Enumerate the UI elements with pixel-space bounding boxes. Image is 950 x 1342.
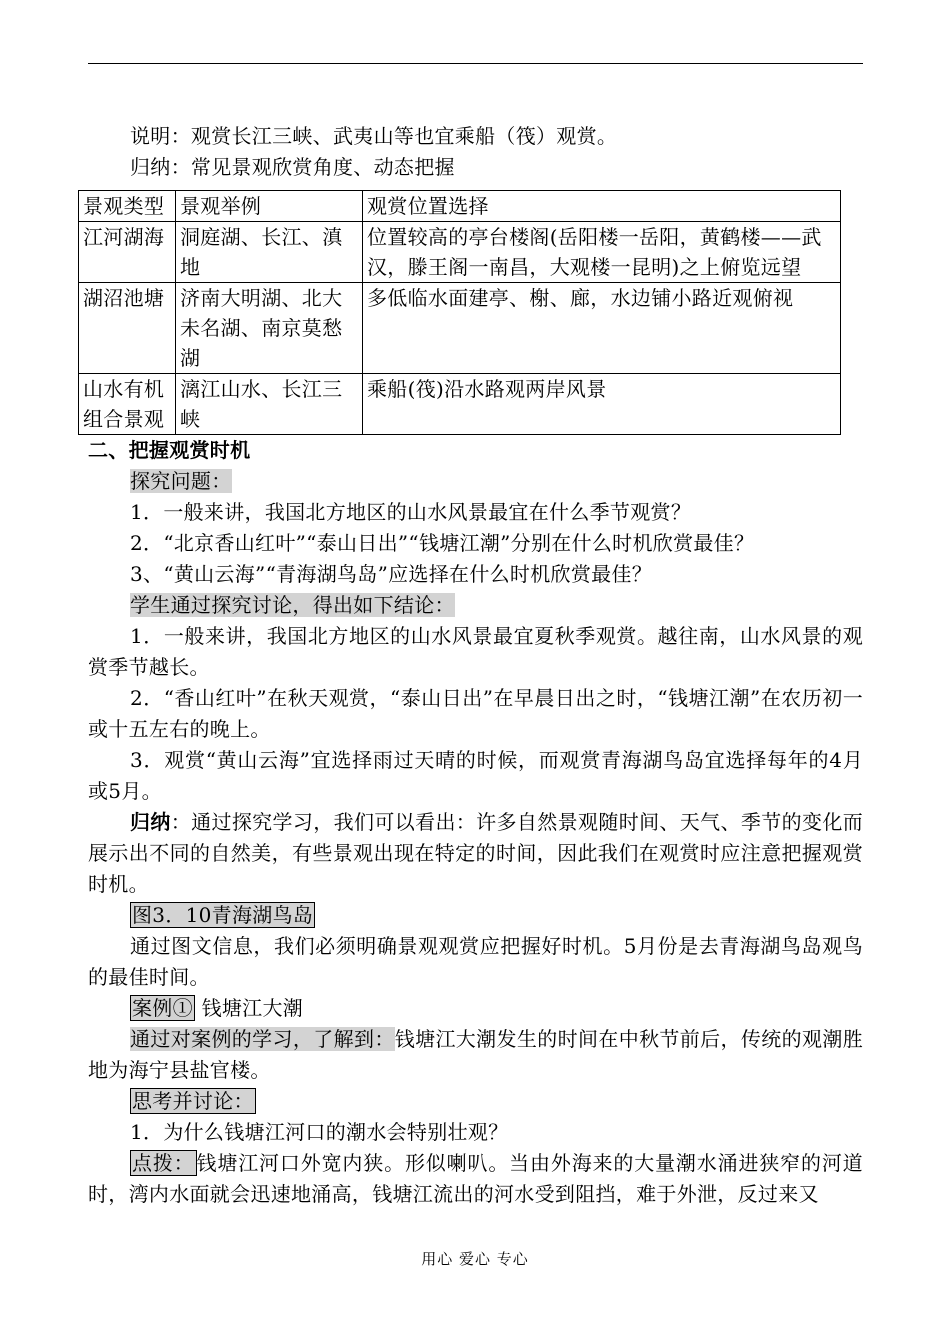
table-row [79,222,841,283]
case-label: 案例① [132,996,193,1020]
table-header-row [79,191,841,222]
figure-label: 图3．10青海湖鸟岛 [132,903,314,927]
case-title: 钱塘江大潮 [194,996,304,1020]
discuss-label-line [88,1086,863,1117]
hint-text: 钱塘江河口外宽内狭。形似喇叭。当由外海来的大量潮水涌进狭窄的河道时，湾内水面就会迅速地涌高，钱塘江流出的河水受到阻挡，难于外泄，反过来又 [88,1151,863,1206]
case-learn-text: 钱塘江大潮发生的时间在中秋节前后，传统的观潮胜地为海宁县盐官楼。 [88,1027,863,1082]
hint-paragraph [88,1148,863,1210]
table-header-cell: 景观举例 [176,191,363,222]
summary-paragraph [88,807,863,900]
table-cell: 江河湖海 [79,222,176,283]
question-item: 3、“黄山云海”“青海湖鸟岛”应选择在什么时机欣赏最佳？ [130,562,653,586]
question-item: 2．“北京香山红叶”“泰山日出”“钱塘江潮”分别在什么时机欣赏最佳？ [130,531,755,555]
conclusion-label-line [88,590,863,621]
table-cell: 漓江山水、长江三峡 [176,374,363,435]
conclusion-item: 1．一般来讲，我国北方地区的山水风景最宜夏秋季观赏。越往南，山水风景的观赏季节越长。 [88,624,863,679]
figure-label-line [88,900,863,931]
summary-label: 归纳 [130,810,171,834]
explore-label-line [88,466,863,497]
case-learn-label: 通过对案例的学习，了解到： [130,1027,395,1051]
intro-note: 说明：观赏长江三峡、武夷山等也宜乘船（筏）观赏。 [130,124,618,148]
document-body [83,121,863,1210]
table-cell: 湖沼池塘 [79,283,176,374]
table-cell: 位置较高的亭台楼阁(岳阳楼一岳阳，黄鹤楼——武汉，滕王阁一南昌，大观楼一昆明)之上俯览远望 [363,222,841,283]
table-row [79,374,841,435]
question-item: 1．一般来讲，我国北方地区的山水风景最宜在什么季节观赏？ [130,500,692,524]
hint-label: 点拨： [132,1151,195,1175]
case-learn-paragraph [88,1024,863,1086]
scenery-table [78,190,841,435]
table-cell: 多低临水面建亭、榭、廊，水边铺小路近观俯视 [363,283,841,374]
table-header-cell: 景观类型 [79,191,176,222]
page-footer: 用心 爱心 专心 [421,1250,529,1268]
table-row [79,283,841,374]
header-rule [88,63,863,64]
conclusion-item: 3．观赏“黄山云海”宜选择雨过天晴的时候，而观赏青海湖鸟岛宜选择每年的4月或5月。 [88,748,863,803]
conclusion-label: 学生通过探究讨论，得出如下结论： [130,593,455,617]
section-heading: 二、把握观赏时机 [88,438,251,462]
table-cell: 洞庭湖、长江、滇地 [176,222,363,283]
explore-label: 探究问题： [130,469,232,493]
discuss-label: 思考并讨论： [132,1089,254,1113]
discuss-question: 1．为什么钱塘江河口的潮水会特别壮观？ [130,1120,509,1144]
conclusion-item: 2．“香山红叶”在秋天观赏，“泰山日出”在早晨日出之时，“钱塘江潮”在农历初一或十五左右的晚上。 [88,686,863,741]
table-cell: 山水有机组合景观 [79,374,176,435]
table-header-cell: 观赏位置选择 [363,191,841,222]
intro-summary: 归纳：常见景观欣赏角度、动态把握 [130,155,455,179]
figure-text: 通过图文信息，我们必须明确景观观赏应把握好时机。5月份是去青海湖鸟岛观鸟的最佳时间。 [88,934,863,989]
case-line [88,993,863,1024]
summary-text: ：通过探究学习，我们可以看出：许多自然景观随时间、天气、季节的变化而展示出不同的自然美，有些景观出现在特定的时间，因此我们在观赏时应注意把握观赏时机。 [88,810,863,896]
table-cell: 乘船(筏)沿水路观两岸风景 [363,374,841,435]
table-cell: 济南大明湖、北大未名湖、南京莫愁湖 [176,283,363,374]
